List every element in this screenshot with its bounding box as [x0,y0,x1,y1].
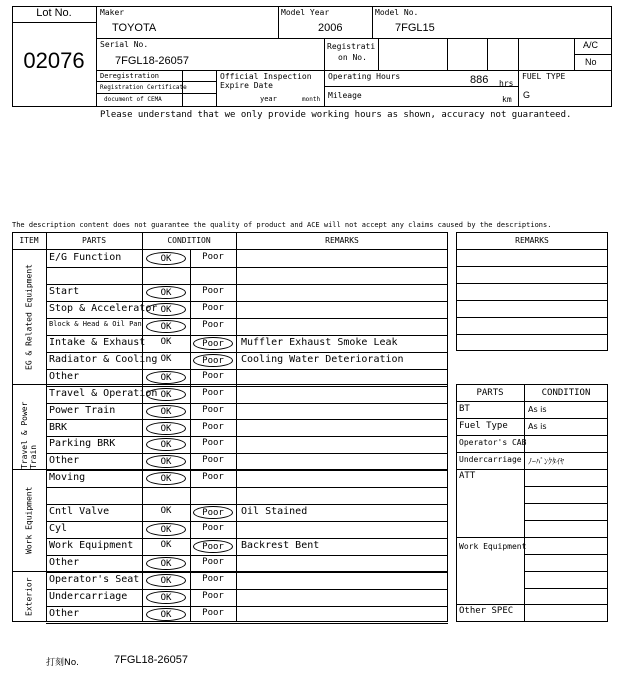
remark-text: Cooling Water Deterioration [241,354,404,365]
poor-option: Poor [202,438,224,448]
col-remarks: REMARKS [325,236,359,245]
right-part-condition: As is [528,422,547,431]
poor-option: Poor [202,523,224,533]
part-name: Block & Head & Oil Pan [49,320,142,328]
ok-circled: OK [146,438,186,451]
ok-circled: OK [146,557,186,570]
right-part-name: Fuel Type [459,421,508,431]
maker-value: TOYOTA [112,22,157,34]
ok-circled: OK [146,523,186,536]
km-label: km [502,95,512,104]
poor-circled: Poor [193,354,233,367]
poor-option: Poor [202,371,224,381]
poor-circled: Poor [193,540,233,553]
poor-option: Poor [202,557,224,567]
part-name: Power Train [49,405,116,416]
poor-option: Poor [202,455,224,465]
ok-circled: OK [146,320,186,333]
ok-circled: OK [146,303,186,316]
group-eg-label: EG & Related Equipment [24,264,34,370]
serial-no-value: 7FGL18-26057 [115,55,189,67]
disclaimer: The description content does not guarantee the quality of product and ACE will not accept any claims caused by the descriptions. [12,221,552,229]
fuel-type-label: FUEL TYPE [522,72,566,81]
part-name: E/G Function [49,252,122,263]
ok-circled: OK [146,591,186,604]
ac-value: No [585,57,597,67]
ok-circled: OK [146,472,186,485]
poor-option: Poor [202,422,224,432]
inspection-label-2: Expire Date [220,81,273,90]
ok-circled: OK [146,574,186,587]
ok-circled: OK [146,286,186,299]
right-col-parts: PARTS [476,388,504,398]
registration-label-1: Registrati [327,42,376,51]
part-name: Cyl [49,523,68,534]
poor-option: Poor [202,591,224,601]
part-name: Intake & Exhaust [49,337,146,348]
registration-label-2: on No. [338,53,367,62]
ok-circled: OK [146,388,186,401]
operating-hours-label: Operating Hours [328,72,401,81]
ac-label: A/C [583,40,599,50]
ok-circled: OK [146,371,186,384]
part-name: Operator's Seat [49,574,140,585]
inspection-label-1: Official Inspection [220,72,312,81]
registration-certificate-label: Registration Certificate [100,84,187,91]
part-name: Parking BRK [49,438,116,449]
stamp-value: 7FGL18-26057 [114,654,188,666]
group-exterior-label: Exterior [24,577,34,617]
model-year-value: 2006 [318,22,343,34]
mileage-label: Mileage [328,91,362,100]
poor-option: Poor [202,405,224,415]
year-label: year [260,95,277,103]
part-name: BRK [49,422,68,433]
remark-text: Backrest Bent [241,540,320,551]
lot-number: 02076 [23,48,85,73]
ok-circled: OK [146,608,186,621]
ok-circled: OK [146,405,186,418]
deregistration-label: Deregistration [100,72,160,80]
right-part-name: Undercarriage [459,455,522,464]
part-name: Undercarriage [49,591,128,602]
hrs-label: hrs [499,79,514,88]
hours-notice: Please understand that we only provide working hours as shown, accuracy not guaranteed. [100,110,572,120]
ok-circled: OK [146,252,186,265]
poor-option: Poor [202,303,224,313]
right-col-condition: CONDITION [541,388,591,398]
right-part-name: BT [459,404,470,414]
part-name: Start [49,286,80,297]
stamp-label: 打刻No. [46,658,79,668]
col-condition: CONDITION [167,236,211,245]
part-name: Cntl Valve [49,506,110,517]
remark-text: Oil Stained [241,506,308,517]
poor-option: Poor [202,252,224,262]
ok-option: OK [160,354,172,364]
remark-text: Muffler Exhaust Smoke Leak [241,337,398,348]
maker-label: Maker [100,8,125,17]
part-name: Radiator & Cooling [49,354,158,365]
part-name: Moving [49,472,86,483]
poor-option: Poor [202,320,224,330]
part-name: Other [49,608,80,619]
serial-no-label: Serial No. [100,40,149,49]
col-parts: PARTS [81,236,107,245]
part-name: Other [49,371,80,382]
poor-option: Poor [202,472,224,482]
ok-option: OK [160,506,172,516]
col-item: ITEM [19,236,39,245]
header-block [12,6,612,107]
group-work-label: Work Equipment [24,486,34,555]
poor-option: Poor [202,388,224,398]
part-name: Work Equipment [49,540,134,551]
right-remarks-title: REMARKS [515,236,549,245]
part-name: Stop & Accelerator [49,303,158,314]
right-part-name: Other SPEC [459,606,514,616]
lot-no-label: Lot No. [36,7,72,19]
poor-option: Poor [202,574,224,584]
right-part-name: Operator's CAB [459,438,527,447]
cema-label: document of CEMA [104,96,162,103]
ok-option: OK [160,540,172,550]
model-year-label: Model Year [281,8,330,17]
model-no-value: 7FGL15 [395,22,435,34]
month-label: month [302,96,321,103]
poor-circled: Poor [193,337,233,350]
model-no-label: Model No. [375,8,419,17]
right-part-name: Work Equipment [459,542,527,551]
ok-option: OK [160,337,172,347]
group-travel-label: Travel & Power Train [20,401,38,469]
part-name: Other [49,557,80,568]
poor-option: Poor [202,608,224,618]
part-name: Travel & Operation [49,388,158,399]
right-part-name: ATT [459,471,476,481]
operating-hours-value: 886 [470,74,489,86]
poor-circled: Poor [193,506,233,519]
right-part-condition: ﾉｰﾊﾞﾝｸﾀｲﾔ [528,457,564,466]
right-part-condition: As is [528,405,547,414]
ok-circled: OK [146,455,186,468]
part-name: Other [49,455,80,466]
ok-circled: OK [146,422,186,435]
poor-option: Poor [202,286,224,296]
fuel-type-value: G [523,90,531,100]
